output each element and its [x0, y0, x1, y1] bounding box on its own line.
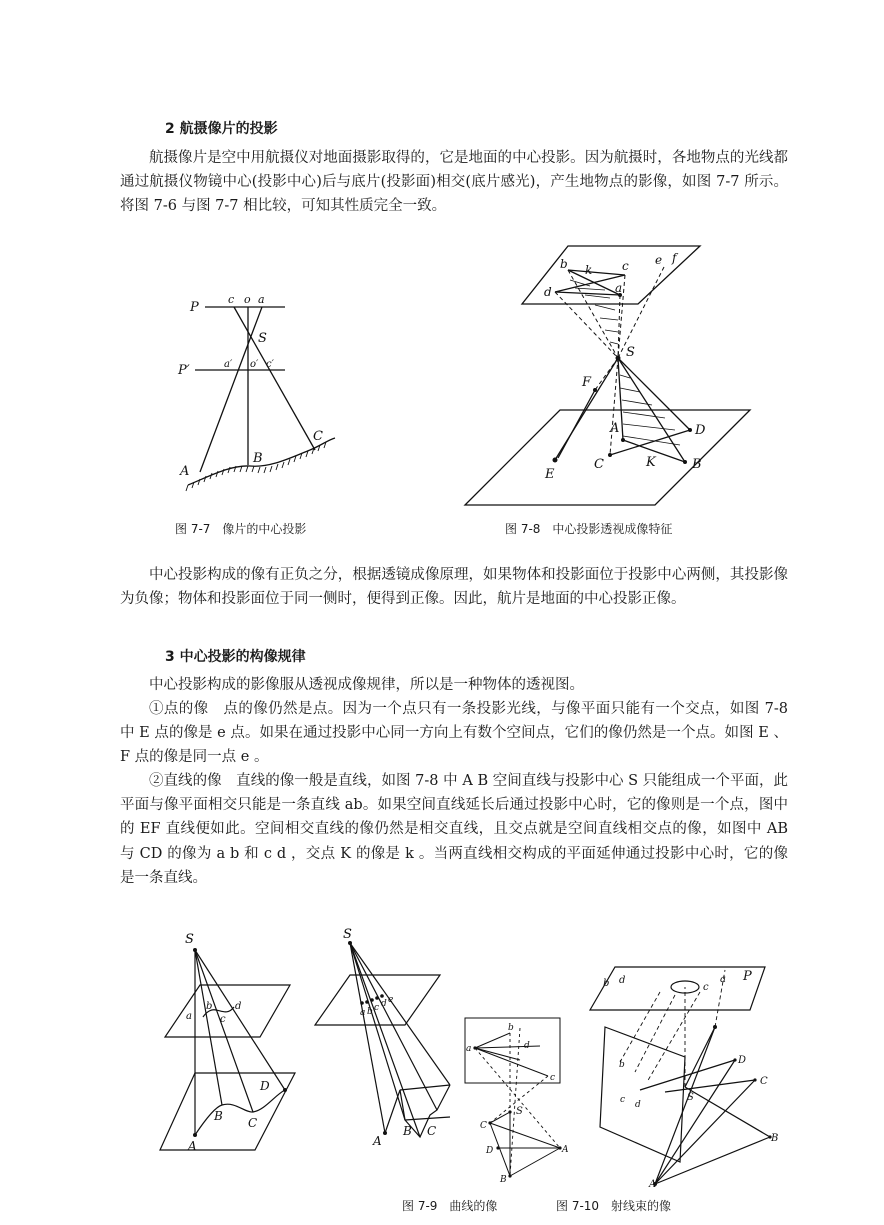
- fig7-9c-label-c: c: [550, 1073, 556, 1083]
- fig7-7-label-c: c: [228, 293, 235, 306]
- fig7-10-label-C: C: [760, 1076, 768, 1087]
- paragraph-perspective: 中心投影构成的影像服从透视成像规律，所以是一种物体的透视图。: [149, 677, 584, 693]
- fig7-7-label-A: A: [180, 464, 190, 479]
- fig7-9b-label-S: S: [343, 927, 352, 942]
- fig7-8-label-d: d: [544, 285, 552, 299]
- fig7-8-label-F: F: [582, 375, 592, 390]
- fig7-9c-label-S: S: [516, 1106, 523, 1117]
- fig7-8-label-b: b: [560, 257, 568, 271]
- fig7-9a-label-a: a: [186, 1011, 192, 1022]
- fig7-9c-label-d: d: [524, 1041, 530, 1051]
- fig7-9a-label-A: A: [188, 1139, 197, 1153]
- figure-7-9-a: [150, 925, 310, 1165]
- fig7-9a-label-d: d: [235, 1001, 242, 1012]
- fig7-10-label-B: B: [771, 1133, 779, 1144]
- fig7-9b-label-b: b: [367, 1007, 373, 1017]
- fig7-9a-label-S: S: [185, 932, 194, 947]
- fig7-7-label-C: C: [313, 429, 323, 444]
- figure-7-7-caption: 图 7-7 像片的中心投影: [175, 522, 307, 536]
- fig7-7-label-P: P: [190, 300, 199, 315]
- figure-7-10: [575, 962, 785, 1192]
- fig7-7-label-o-prime: o′: [250, 359, 259, 370]
- section-heading-3: 3 中心投影的构像规律: [165, 649, 306, 665]
- fig7-8-label-f: f: [672, 251, 677, 265]
- fig7-10-label-S: S: [687, 1092, 694, 1103]
- fig7-9b-label-A: A: [373, 1134, 382, 1148]
- figure-7-8: [460, 240, 760, 510]
- section-heading-2: 2 航摄像片的投影: [165, 121, 278, 137]
- fig7-8-label-S: S: [626, 345, 635, 360]
- fig7-9b-label-e: e: [388, 995, 394, 1005]
- figure-7-9-c: [460, 1018, 570, 1188]
- fig7-9a-label-D: D: [260, 1079, 270, 1093]
- fig7-9b-label-d: d: [381, 999, 387, 1009]
- fig7-9c-label-B: B: [500, 1175, 507, 1185]
- paragraph-projection-sign: 中心投影构成的像有正负之分，根据透镜成像原理，如果物体和投影面位于投影中心两侧，其投影像为负像；物体和投影面位于同一侧时，便得到正像。因此，航片是地面的中心投影正像。: [120, 567, 788, 608]
- fig7-7-label-o: o: [244, 293, 251, 306]
- fig7-10-label-d-mid: d: [635, 1100, 641, 1110]
- fig7-9c-label-b: b: [508, 1023, 514, 1033]
- fig7-7-label-P-prime: P′: [178, 363, 190, 378]
- fig7-8-label-e: e: [655, 253, 663, 267]
- fig7-8-label-B: B: [692, 457, 702, 472]
- fig7-8-label-k: k: [585, 263, 593, 277]
- fig7-9b-label-c: c: [374, 1003, 380, 1013]
- fig7-8-label-K: K: [646, 455, 656, 470]
- fig7-9a-label-b: b: [206, 1001, 213, 1012]
- fig7-7-label-a: a: [258, 293, 265, 306]
- fig7-8-label-A: A: [610, 421, 620, 436]
- fig7-7-label-a-prime: a′: [224, 359, 233, 370]
- fig7-8-label-D: D: [695, 423, 706, 438]
- fig7-10-label-P: P: [743, 969, 752, 984]
- fig7-7-label-S: S: [258, 331, 267, 346]
- fig7-9b-label-B: B: [403, 1124, 412, 1138]
- figure-7-10-caption: 图 7-10 射线束的像: [556, 1199, 672, 1213]
- fig7-9c-label-A: A: [562, 1145, 569, 1155]
- fig7-8-label-a: a: [615, 281, 623, 295]
- fig7-10-label-b-mid: b: [619, 1060, 625, 1070]
- fig7-9a-label-c: c: [220, 1014, 226, 1025]
- fig7-10-label-A: A: [649, 1179, 657, 1190]
- figure-7-7: [170, 280, 360, 500]
- fig7-7-label-c-prime: c′: [266, 359, 274, 370]
- fig7-9a-label-C: C: [248, 1116, 258, 1130]
- fig7-8-label-E: E: [545, 467, 555, 482]
- fig7-9c-label-C: C: [480, 1121, 487, 1131]
- fig7-8-label-C: C: [594, 457, 604, 472]
- fig7-9b-label-a: a: [360, 1008, 366, 1018]
- fig7-10-label-c-top: c: [703, 982, 709, 993]
- fig7-9b-label-C: C: [427, 1124, 437, 1138]
- fig7-10-label-a-top: a: [720, 974, 726, 985]
- fig7-9c-label-a: a: [466, 1044, 472, 1054]
- fig7-10-label-b-top: b: [603, 978, 610, 989]
- figure-7-9-b: [305, 925, 455, 1155]
- fig7-10-label-c-mid: c: [620, 1095, 626, 1105]
- fig7-8-label-c: c: [622, 259, 629, 273]
- paragraph-line-image: ②直线的像 直线的像一般是直线，如图 7-8 中 A B 空间直线与投影中心 S 只能组成一个平面，此平面与像平面相交只能是一条直线 ab。如果空间直线延长后通过投影中心时，它的像则是一个点，图中的 EF 直线便如此。空间相交直线的像仍然是相交直线，且交点就是空间直线相交点的像，如图中 AB 与 CD 的像为 a b 和 c d ，交点 K 的像是 k 。当两直线相交构成的平面延伸通过投影中心时，它的像是一条直线。: [120, 773, 788, 886]
- fig7-9c-label-D: D: [486, 1146, 494, 1156]
- fig7-7-label-B: B: [253, 451, 263, 466]
- figure-7-8-caption: 图 7-8 中心投影透视成像特征: [505, 522, 673, 536]
- fig7-10-label-d-top: d: [619, 975, 626, 986]
- section-2-paragraph: 航摄像片是空中用航摄仪对地面摄影取得的，它是地面的中心投影。因为航摄时，各地物点的光线都通过航摄仪物镜中心(投影中心)后与底片(投影面)相交(底片感光)，产生地物点的影像，如图 7-7 所示。将图 7-6 与图 7-7 相比较，可知其性质完全一致。: [120, 150, 788, 215]
- figure-7-9-caption: 图 7-9 曲线的像: [402, 1199, 498, 1213]
- paragraph-point-image: ①点的像 点的像仍然是点。因为一个点只有一条投影光线，与像平面只能有一个交点，如图 7-8 中 E 点的像是 e 点。如果在通过投影中心同一方向上有数个空间点，它们的像仍然是一个点。如图 E 、F 点的像是同一点 e 。: [120, 701, 788, 766]
- fig7-9a-label-B: B: [214, 1109, 223, 1123]
- fig7-10-label-D: D: [738, 1055, 747, 1066]
